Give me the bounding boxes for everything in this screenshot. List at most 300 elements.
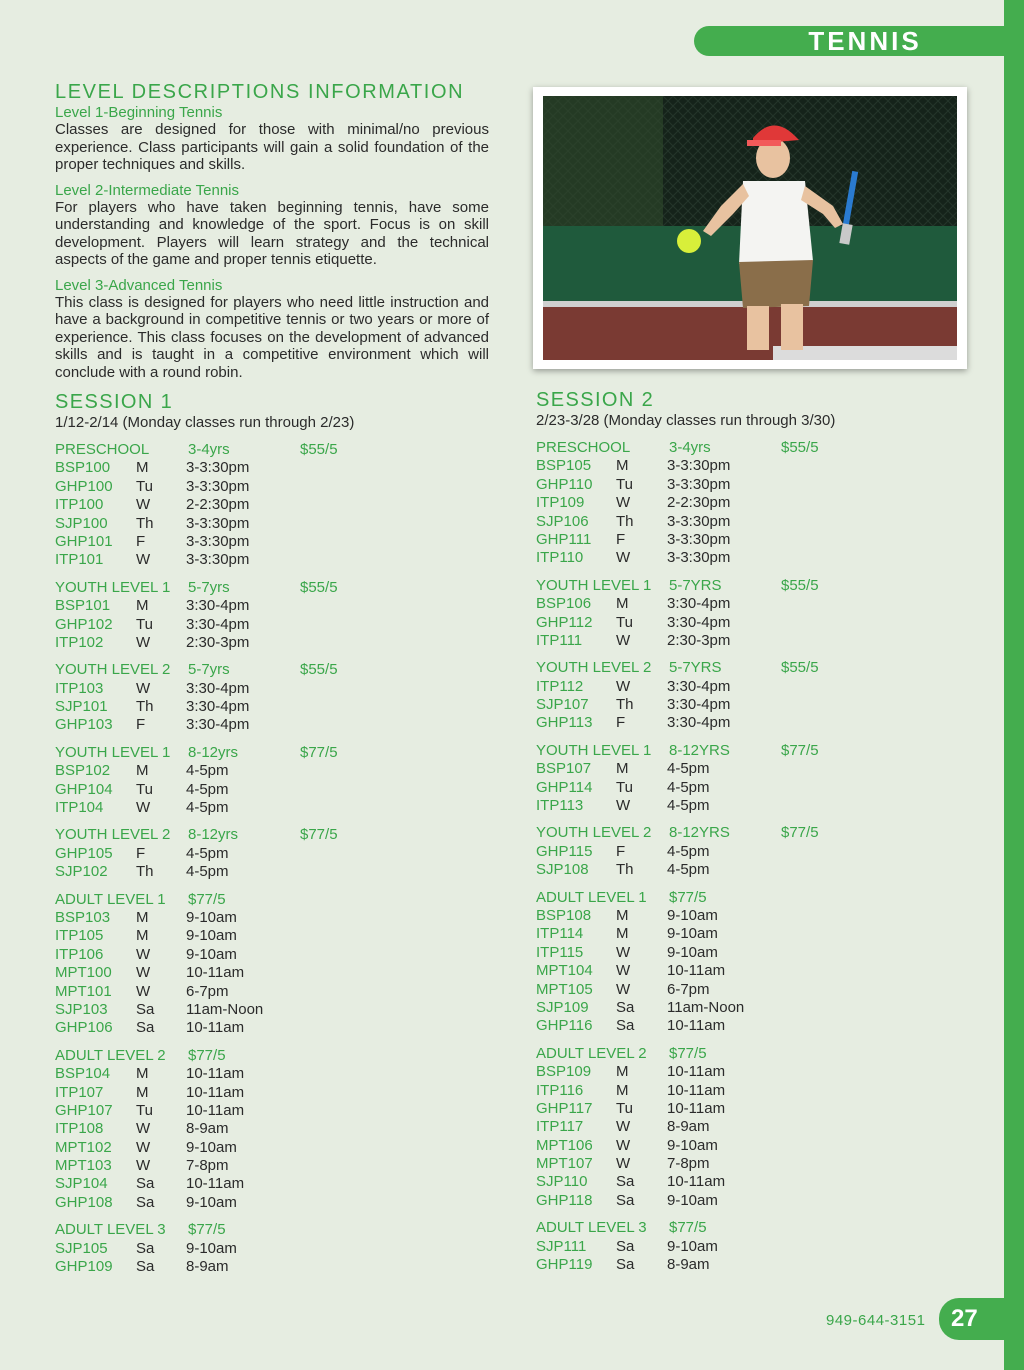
class-day: Sa: [136, 1019, 155, 1037]
class-code: BSP101: [55, 597, 111, 615]
level-item: [55, 104, 489, 174]
group-age: $77/5: [188, 1046, 226, 1064]
class-day: W: [136, 1138, 151, 1156]
group-price: $77/5: [300, 743, 338, 761]
class-group: [55, 744, 354, 818]
class-time: 10-11am: [186, 964, 245, 982]
class-code: BSP108: [536, 906, 592, 924]
class-code: GHP100: [55, 477, 113, 495]
class-row: [536, 513, 835, 531]
class-day: W: [136, 551, 151, 569]
class-time: 4-5pm: [186, 844, 229, 862]
class-code: SJP105: [55, 1239, 108, 1257]
class-day: W: [616, 962, 631, 980]
class-row: [55, 1139, 354, 1157]
class-day: W: [616, 494, 631, 512]
class-code: BSP106: [536, 595, 592, 613]
class-day: M: [136, 908, 149, 926]
class-time: 9-10am: [186, 1239, 237, 1257]
class-row: [55, 1084, 354, 1102]
class-row: [536, 944, 835, 962]
class-group-header: [536, 577, 835, 595]
class-day: W: [136, 964, 151, 982]
class-row: [536, 714, 835, 732]
class-time: 3:30-4pm: [667, 677, 731, 695]
class-time: 3:30-4pm: [667, 696, 731, 714]
group-price: $77/5: [300, 826, 338, 844]
group-age: 5-7yrs: [188, 578, 230, 596]
class-code: ITP113: [536, 797, 584, 815]
class-row: [536, 1173, 835, 1191]
class-time: 9-10am: [667, 1191, 718, 1209]
class-code: SJP108: [536, 861, 589, 879]
class-code: GHP116: [536, 1017, 593, 1035]
group-age: $77/5: [669, 1044, 707, 1062]
class-day: M: [136, 1083, 149, 1101]
class-day: Sa: [136, 1000, 155, 1018]
class-code: SJP100: [55, 514, 108, 532]
class-day: Sa: [616, 1191, 635, 1209]
class-time: 7-8pm: [667, 1155, 710, 1173]
class-row: [55, 762, 354, 780]
class-time: 9-10am: [186, 1138, 237, 1156]
class-time: 4-5pm: [667, 797, 710, 815]
photo-child-playing-tennis: [543, 96, 957, 360]
class-time: 3:30-4pm: [186, 615, 250, 633]
class-code: ITP114: [536, 925, 584, 943]
class-day: W: [616, 1136, 631, 1154]
class-group: [55, 891, 354, 1038]
class-code: GHP111: [536, 530, 592, 548]
class-time: 2-2:30pm: [667, 494, 731, 512]
class-code: ITP107: [55, 1083, 104, 1101]
class-code: MPT106: [536, 1136, 593, 1154]
group-name: YOUTH LEVEL 2: [55, 661, 171, 679]
group-age: $77/5: [188, 890, 226, 908]
class-code: SJP103: [55, 1000, 108, 1018]
group-name: YOUTH LEVEL 2: [536, 824, 652, 842]
class-day: Sa: [616, 1237, 635, 1255]
class-row: [536, 531, 835, 549]
class-time: 4-5pm: [667, 842, 710, 860]
class-row: [536, 1155, 835, 1173]
class-row: [55, 845, 354, 863]
class-row: [536, 843, 835, 861]
class-row: [55, 964, 354, 982]
group-price: $55/5: [300, 661, 338, 679]
class-row: [536, 1118, 835, 1136]
class-row: [536, 962, 835, 980]
class-row: [55, 478, 354, 496]
class-code: MPT107: [536, 1155, 593, 1173]
class-day: Sa: [616, 998, 635, 1016]
class-code: MPT102: [55, 1138, 112, 1156]
group-age: 8-12yrs: [188, 743, 239, 761]
class-day: M: [136, 459, 149, 477]
class-group: [55, 1221, 354, 1276]
class-row: [536, 1063, 835, 1081]
class-day: Th: [616, 861, 634, 879]
class-day: M: [616, 1063, 629, 1081]
class-day: W: [136, 1157, 151, 1175]
session-title: SESSION 1: [55, 391, 174, 413]
class-time: 9-10am: [186, 1193, 237, 1211]
class-day: W: [136, 633, 151, 651]
class-code: ITP111: [536, 631, 583, 649]
class-group: [536, 659, 835, 733]
class-code: ITP110: [536, 549, 584, 567]
class-day: Sa: [616, 1256, 635, 1274]
group-age: $77/5: [669, 1219, 707, 1237]
class-time: 3-3:30pm: [186, 551, 250, 569]
class-group-header: [536, 659, 835, 677]
class-time: 7-8pm: [186, 1157, 229, 1175]
class-row: [55, 459, 354, 477]
class-code: ITP115: [536, 943, 584, 961]
class-row: [536, 1017, 835, 1035]
level-item: [55, 182, 489, 269]
class-code: MPT100: [55, 964, 112, 982]
class-row: [536, 678, 835, 696]
class-time: 10-11am: [667, 1063, 726, 1081]
class-row: [55, 716, 354, 734]
class-time: 9-10am: [667, 943, 718, 961]
class-time: 3-3:30pm: [667, 512, 731, 530]
class-time: 9-10am: [186, 927, 237, 945]
group-age: $77/5: [669, 888, 707, 906]
class-day: M: [136, 762, 149, 780]
group-price: $55/5: [781, 576, 819, 594]
class-code: GHP119: [536, 1256, 593, 1274]
class-code: GHP114: [536, 778, 593, 796]
class-group-header: [536, 1219, 835, 1237]
group-age: 5-7yrs: [188, 661, 230, 679]
group-name: ADULT LEVEL 2: [536, 1044, 647, 1062]
group-price: $55/5: [300, 578, 338, 596]
class-day: M: [616, 906, 629, 924]
class-time: 6-7pm: [667, 980, 710, 998]
class-group: [536, 824, 835, 879]
class-group: [55, 661, 354, 735]
class-group: [536, 742, 835, 816]
class-time: 8-9am: [186, 1120, 229, 1138]
class-day: M: [136, 927, 149, 945]
class-code: GHP102: [55, 615, 113, 633]
session-groups: [536, 439, 835, 1274]
group-price: $77/5: [781, 741, 819, 759]
class-day: Tu: [136, 780, 153, 798]
session-dates: 1/12-2/14 (Monday classes run through 2/23): [55, 414, 355, 431]
class-time: 3:30-4pm: [186, 597, 250, 615]
group-name: PRESCHOOL: [536, 439, 631, 456]
class-row: [55, 927, 354, 945]
class-row: [55, 551, 354, 569]
class-day: W: [136, 982, 151, 1000]
class-time: 11am-Noon: [667, 998, 745, 1016]
class-code: ITP104: [55, 799, 104, 817]
class-group: [55, 579, 354, 653]
class-group-header: [55, 1221, 354, 1239]
class-code: GHP115: [536, 842, 593, 860]
group-name: PRESCHOOL: [55, 441, 150, 458]
class-time: 3-3:30pm: [186, 532, 250, 550]
class-time: 4-5pm: [186, 863, 229, 881]
class-group-header: [55, 579, 354, 597]
class-day: W: [616, 797, 631, 815]
group-name: ADULT LEVEL 2: [55, 1046, 166, 1064]
class-group-header: [536, 439, 835, 457]
class-code: GHP105: [55, 844, 113, 862]
class-row: [55, 680, 354, 698]
class-code: GHP118: [536, 1191, 593, 1209]
class-row: [55, 1157, 354, 1175]
class-row: [536, 614, 835, 632]
class-group-header: [55, 661, 354, 679]
class-code: ITP105: [55, 927, 104, 945]
class-code: GHP112: [536, 613, 593, 631]
class-code: SJP109: [536, 998, 589, 1016]
class-row: [55, 1001, 354, 1019]
class-group: [55, 441, 354, 570]
class-row: [536, 595, 835, 613]
class-row: [55, 1120, 354, 1138]
page-number: 27: [951, 1305, 978, 1332]
level-item: [55, 277, 489, 382]
class-row: [55, 698, 354, 716]
class-row: [55, 496, 354, 514]
group-price: $77/5: [781, 824, 819, 842]
class-row: [55, 597, 354, 615]
class-row: [55, 634, 354, 652]
class-day: F: [136, 844, 146, 862]
class-code: ITP108: [55, 1120, 104, 1138]
class-time: 10-11am: [186, 1065, 245, 1083]
class-day: W: [616, 943, 631, 961]
class-day: Tu: [616, 1099, 633, 1117]
level-title: Level 3-Advanced Tennis: [55, 276, 223, 294]
class-day: W: [136, 679, 151, 697]
group-age: 3-4yrs: [188, 441, 230, 458]
class-day: Tu: [136, 477, 153, 495]
group-name: YOUTH LEVEL 2: [536, 659, 652, 677]
class-day: Tu: [616, 778, 633, 796]
group-age: 5-7YRS: [669, 659, 722, 677]
class-time: 4-5pm: [186, 799, 229, 817]
class-row: [55, 1194, 354, 1212]
class-group-header: [55, 744, 354, 762]
class-time: 4-5pm: [186, 762, 229, 780]
class-group: [55, 1047, 354, 1213]
class-code: ITP103: [55, 679, 104, 697]
group-price: $55/5: [781, 439, 819, 456]
group-age: 5-7YRS: [669, 576, 722, 594]
class-code: GHP109: [55, 1258, 113, 1276]
class-code: ITP102: [55, 633, 104, 651]
class-code: BSP100: [55, 459, 111, 477]
group-age: 8-12YRS: [669, 824, 730, 842]
class-time: 10-11am: [667, 1017, 726, 1035]
class-row: [536, 907, 835, 925]
class-time: 8-9am: [667, 1256, 710, 1274]
level-description: For players who have taken beginning tennis, have some understanding and knowledge of the sport. Focus is on skill development. Players will learn strategy and the technical aspects of the game and proper tennis etiquette.: [55, 198, 489, 268]
class-code: GHP113: [536, 714, 593, 732]
level-descriptions-heading: LEVEL DESCRIPTIONS INFORMATION: [55, 81, 465, 103]
level-descriptions: [55, 80, 489, 381]
class-code: BSP103: [55, 908, 111, 926]
class-group-header: [55, 1047, 354, 1065]
class-code: MPT105: [536, 980, 593, 998]
class-time: 8-9am: [667, 1118, 710, 1136]
class-code: ITP112: [536, 677, 584, 695]
class-day: M: [616, 925, 629, 943]
class-row: [536, 779, 835, 797]
section-tab-label: TENNIS: [808, 26, 922, 56]
class-code: MPT101: [55, 982, 112, 1000]
class-code: BSP109: [536, 1063, 592, 1081]
class-time: 3:30-4pm: [186, 716, 250, 734]
group-price: $55/5: [781, 659, 819, 677]
class-group-header: [536, 742, 835, 760]
group-name: ADULT LEVEL 1: [536, 888, 647, 906]
class-time: 9-10am: [667, 1136, 718, 1154]
class-time: 3:30-4pm: [186, 698, 250, 716]
class-day: Sa: [136, 1193, 155, 1211]
class-code: SJP111: [536, 1237, 587, 1255]
class-day: Th: [616, 512, 634, 530]
class-row: [55, 863, 354, 881]
class-time: 9-10am: [186, 945, 237, 963]
class-day: W: [616, 631, 631, 649]
class-code: SJP110: [536, 1173, 588, 1191]
class-row: [536, 696, 835, 714]
class-day: Sa: [136, 1175, 155, 1193]
class-code: ITP117: [536, 1118, 584, 1136]
class-day: Tu: [616, 475, 633, 493]
class-time: 10-11am: [186, 1019, 245, 1037]
class-time: 4-5pm: [667, 760, 710, 778]
group-name: YOUTH LEVEL 2: [55, 826, 171, 844]
class-day: F: [136, 532, 146, 550]
class-code: GHP117: [536, 1099, 593, 1117]
class-day: Sa: [136, 1239, 155, 1257]
level-title: Level 1-Beginning Tennis: [55, 104, 223, 121]
group-name: YOUTH LEVEL 1: [55, 743, 171, 761]
class-row: [536, 1238, 835, 1256]
class-row: [55, 781, 354, 799]
session-1: [55, 390, 354, 1285]
class-day: Th: [136, 863, 154, 881]
class-time: 3-3:30pm: [667, 457, 731, 475]
class-row: [55, 1175, 354, 1193]
class-code: ITP100: [55, 496, 104, 514]
class-group: [536, 1045, 835, 1211]
class-row: [55, 533, 354, 551]
class-group: [536, 439, 835, 568]
group-name: YOUTH LEVEL 1: [536, 741, 652, 759]
tennis-photo: [533, 87, 967, 369]
group-age: $77/5: [188, 1221, 226, 1239]
class-code: GHP106: [55, 1019, 113, 1037]
class-day: M: [616, 760, 629, 778]
class-time: 3-3:30pm: [186, 477, 250, 495]
class-row: [536, 457, 835, 475]
class-time: 4-5pm: [186, 780, 229, 798]
group-age: 3-4yrs: [669, 439, 711, 456]
class-day: M: [616, 595, 629, 613]
class-code: GHP107: [55, 1101, 113, 1119]
right-edge-stripe: [1004, 0, 1024, 1370]
class-day: Th: [136, 514, 154, 532]
class-time: 3-3:30pm: [186, 514, 250, 532]
class-day: F: [616, 842, 626, 860]
class-code: MPT104: [536, 962, 593, 980]
class-day: M: [136, 597, 149, 615]
class-time: 2:30-3pm: [186, 633, 250, 651]
class-time: 3-3:30pm: [667, 530, 731, 548]
class-row: [55, 799, 354, 817]
group-name: ADULT LEVEL 1: [55, 890, 166, 908]
class-code: SJP101: [55, 698, 108, 716]
class-row: [55, 1258, 354, 1276]
class-day: Th: [616, 696, 634, 714]
class-day: Th: [136, 698, 154, 716]
class-row: [536, 476, 835, 494]
class-time: 3-3:30pm: [186, 459, 250, 477]
class-code: BSP107: [536, 760, 592, 778]
class-code: SJP106: [536, 512, 589, 530]
phone-number: 949-644-3151: [826, 1312, 926, 1329]
class-row: [55, 1019, 354, 1037]
class-code: MPT103: [55, 1157, 112, 1175]
group-name: YOUTH LEVEL 1: [55, 578, 171, 596]
class-time: 10-11am: [186, 1101, 245, 1119]
class-code: ITP109: [536, 494, 585, 512]
class-day: W: [136, 799, 151, 817]
class-time: 4-5pm: [667, 861, 710, 879]
class-day: F: [616, 530, 626, 548]
class-day: Sa: [616, 1173, 635, 1191]
class-code: ITP101: [55, 551, 104, 569]
class-day: W: [616, 980, 631, 998]
class-group-header: [536, 824, 835, 842]
class-row: [536, 797, 835, 815]
class-time: 2:30-3pm: [667, 631, 731, 649]
class-group-header: [55, 826, 354, 844]
class-day: Sa: [136, 1258, 155, 1276]
class-day: M: [616, 457, 629, 475]
class-code: BSP104: [55, 1065, 111, 1083]
group-name: ADULT LEVEL 3: [55, 1221, 166, 1239]
class-time: 10-11am: [667, 962, 726, 980]
class-row: [55, 983, 354, 1001]
class-group-header: [536, 889, 835, 907]
class-row: [55, 946, 354, 964]
class-row: [536, 1100, 835, 1118]
class-row: [536, 632, 835, 650]
group-price: $55/5: [300, 441, 338, 458]
group-age: 8-12YRS: [669, 741, 730, 759]
group-name: ADULT LEVEL 3: [536, 1219, 647, 1237]
class-day: W: [616, 549, 631, 567]
class-time: 10-11am: [186, 1083, 245, 1101]
class-row: [536, 760, 835, 778]
group-name: YOUTH LEVEL 1: [536, 576, 652, 594]
class-row: [536, 1137, 835, 1155]
class-row: [55, 616, 354, 634]
class-time: 3:30-4pm: [667, 595, 731, 613]
class-day: Sa: [616, 1017, 635, 1035]
class-day: W: [136, 496, 151, 514]
